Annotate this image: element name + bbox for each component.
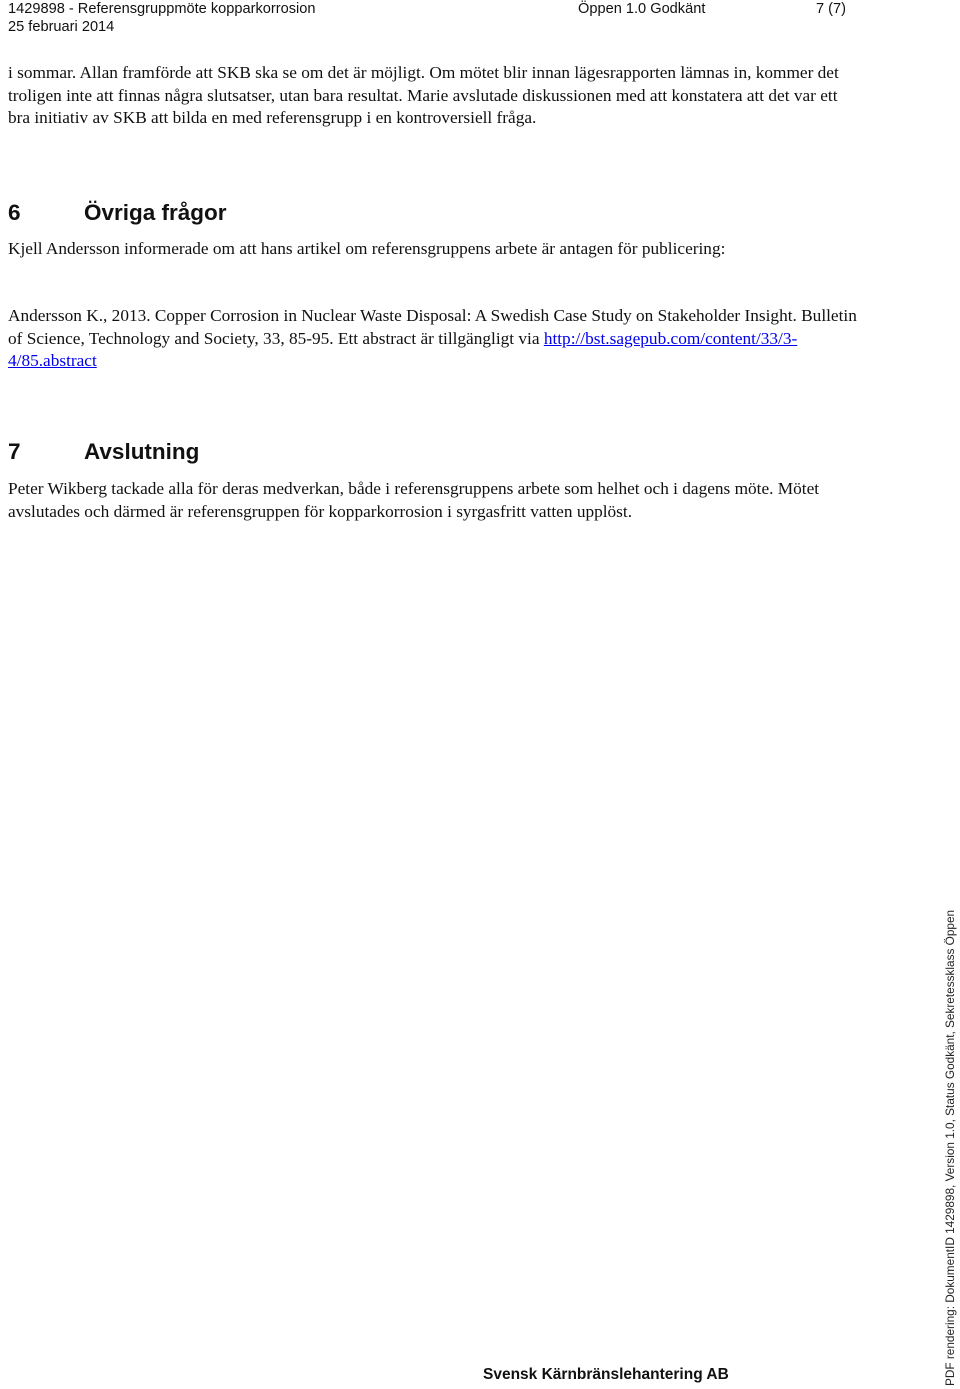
reference-paragraph <box>8 305 858 373</box>
intro-text: i sommar. Allan framförde att SKB ska se om det är möjligt. Om mötet blir innan lägesrapporten lämnas in, kommer det troligen inte att finnas några slutsatser, utan bara resultat. Marie avslutade diskussionen med att konstatera att det var ett bra initiativ av SKB att bilda en med referensgrupp i en kontroversiell fråga. <box>8 63 839 127</box>
intro-paragraph <box>8 62 858 130</box>
header-date-row <box>8 18 114 36</box>
section-7-text: Peter Wikberg tackade alla för deras medverkan, både i referensgruppens arbete som helhet och i dagens möte. Mötet avslutades och därmed är referensgruppen för kopparkorrosion i syrgasfritt vatten upplöst. <box>8 479 820 521</box>
section-7-number: 7 <box>8 439 21 464</box>
page-header <box>8 0 853 18</box>
section-7-heading <box>8 438 199 466</box>
header-doc-title: 1429898 - Referensgruppmöte kopparkorrosion <box>8 1 316 17</box>
section-7-paragraph <box>8 478 858 523</box>
header-page-number: 7 (7) <box>816 1 847 17</box>
section-6-number: 6 <box>8 200 21 225</box>
reference-text: Andersson K., 2013. Copper Corrosion in Nuclear Waste Disposal: A Swedish Case Study on Stakeholder Insight. Bulletin of Science, Technology and Society, 33, 85-95. Ett abstract är tillgängligt via <box>8 306 857 348</box>
footer-company: Svensk Kärnbränslehantering AB <box>483 1366 729 1383</box>
header-date: 25 februari 2014 <box>8 19 115 35</box>
section-6-heading <box>8 199 227 227</box>
section-6-para1: Kjell Andersson informerade om att hans artikel om referensgruppens arbete är antagen för publicering: <box>8 239 726 258</box>
section-7-title: Avslutning <box>84 439 200 464</box>
section-6-title: Övriga frågor <box>84 200 227 225</box>
section-6-reference <box>8 305 858 373</box>
pdf-rendering-note: PDF rendering: DokumentID 1429898, Version 1.0, Status Godkänt, Sekretessklass Öppen <box>943 909 957 1386</box>
header-status: Öppen 1.0 Godkänt <box>578 1 706 17</box>
section-6-paragraph <box>8 238 858 261</box>
abstract-link[interactable]: http://bst.sagepub.com/content/33/3-4/85.abstract <box>8 328 798 370</box>
